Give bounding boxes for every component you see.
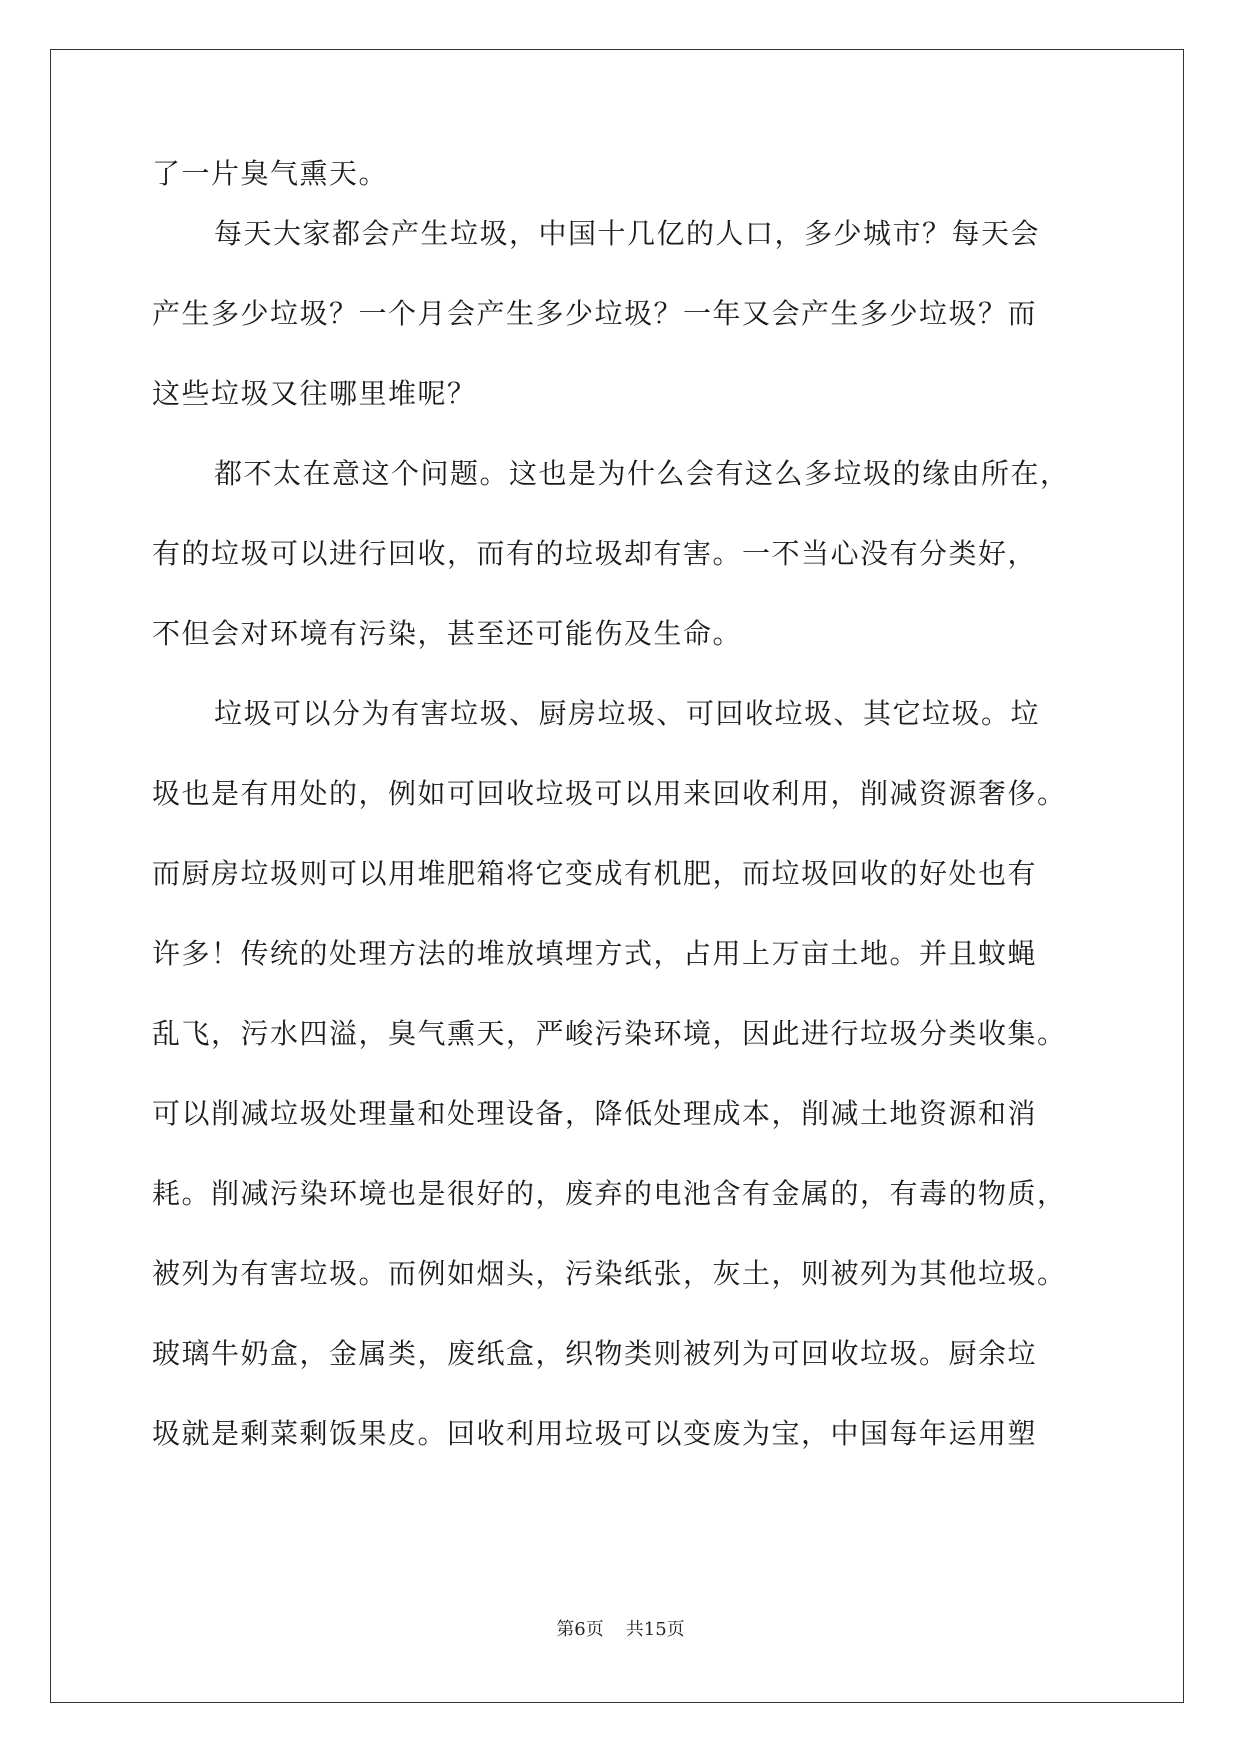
paragraph-first-line: 垃圾可以分为有害垃圾、厨房垃圾、可回收垃圾、其它垃圾。垃 bbox=[214, 697, 1041, 730]
text-line: 有的垃圾可以进行回收，而有的垃圾却有害。一不当心没有分类好， bbox=[152, 537, 1038, 570]
text-line: 这些垃圾又往哪里堆呢？ bbox=[152, 377, 477, 410]
page-footer bbox=[0, 1615, 1241, 1641]
text-line: 被列为有害垃圾。而例如烟头，污染纸张，灰土，则被列为其他垃圾。 bbox=[152, 1257, 1067, 1290]
text-line: 产生多少垃圾？一个月会产生多少垃圾？一年又会产生多少垃圾？而 bbox=[152, 297, 1038, 330]
text-line: 圾也是有用处的，例如可回收垃圾可以用来回收利用，削减资源奢侈。 bbox=[152, 777, 1067, 810]
text-line: 不但会对环境有污染，甚至还可能伤及生命。 bbox=[152, 617, 743, 650]
current-page-number: 第6页 bbox=[556, 1619, 604, 1640]
text-line: 而厨房垃圾则可以用堆肥箱将它变成有机肥，而垃圾回收的好处也有 bbox=[152, 857, 1038, 890]
total-page-count: 共15页 bbox=[625, 1619, 685, 1640]
text-line: 耗。削减污染环境也是很好的，废弃的电池含有金属的，有毒的物质， bbox=[152, 1177, 1067, 1210]
text-line: 许多！传统的处理方法的堆放填埋方式，占用上万亩土地。并且蚊蝇 bbox=[152, 937, 1038, 970]
text-line: 乱飞，污水四溢，臭气熏天，严峻污染环境，因此进行垃圾分类收集。 bbox=[152, 1017, 1067, 1050]
paragraph-first-line: 每天大家都会产生垃圾，中国十几亿的人口，多少城市？每天会 bbox=[214, 217, 1041, 250]
text-line: 可以削减垃圾处理量和处理设备，降低处理成本，削减土地资源和消 bbox=[152, 1097, 1038, 1130]
text-line: 了一片臭气熏天。 bbox=[152, 157, 389, 190]
text-line: 圾就是剩菜剩饭果皮。回收利用垃圾可以变废为宝，中国每年运用塑 bbox=[152, 1417, 1038, 1450]
paragraph-first-line: 都不太在意这个问题。这也是为什么会有这么多垃圾的缘由所在， bbox=[214, 457, 1070, 490]
text-line: 玻璃牛奶盒，金属类，废纸盒，织物类则被列为可回收垃圾。厨余垃 bbox=[152, 1337, 1038, 1370]
document-body bbox=[152, 154, 1092, 1474]
